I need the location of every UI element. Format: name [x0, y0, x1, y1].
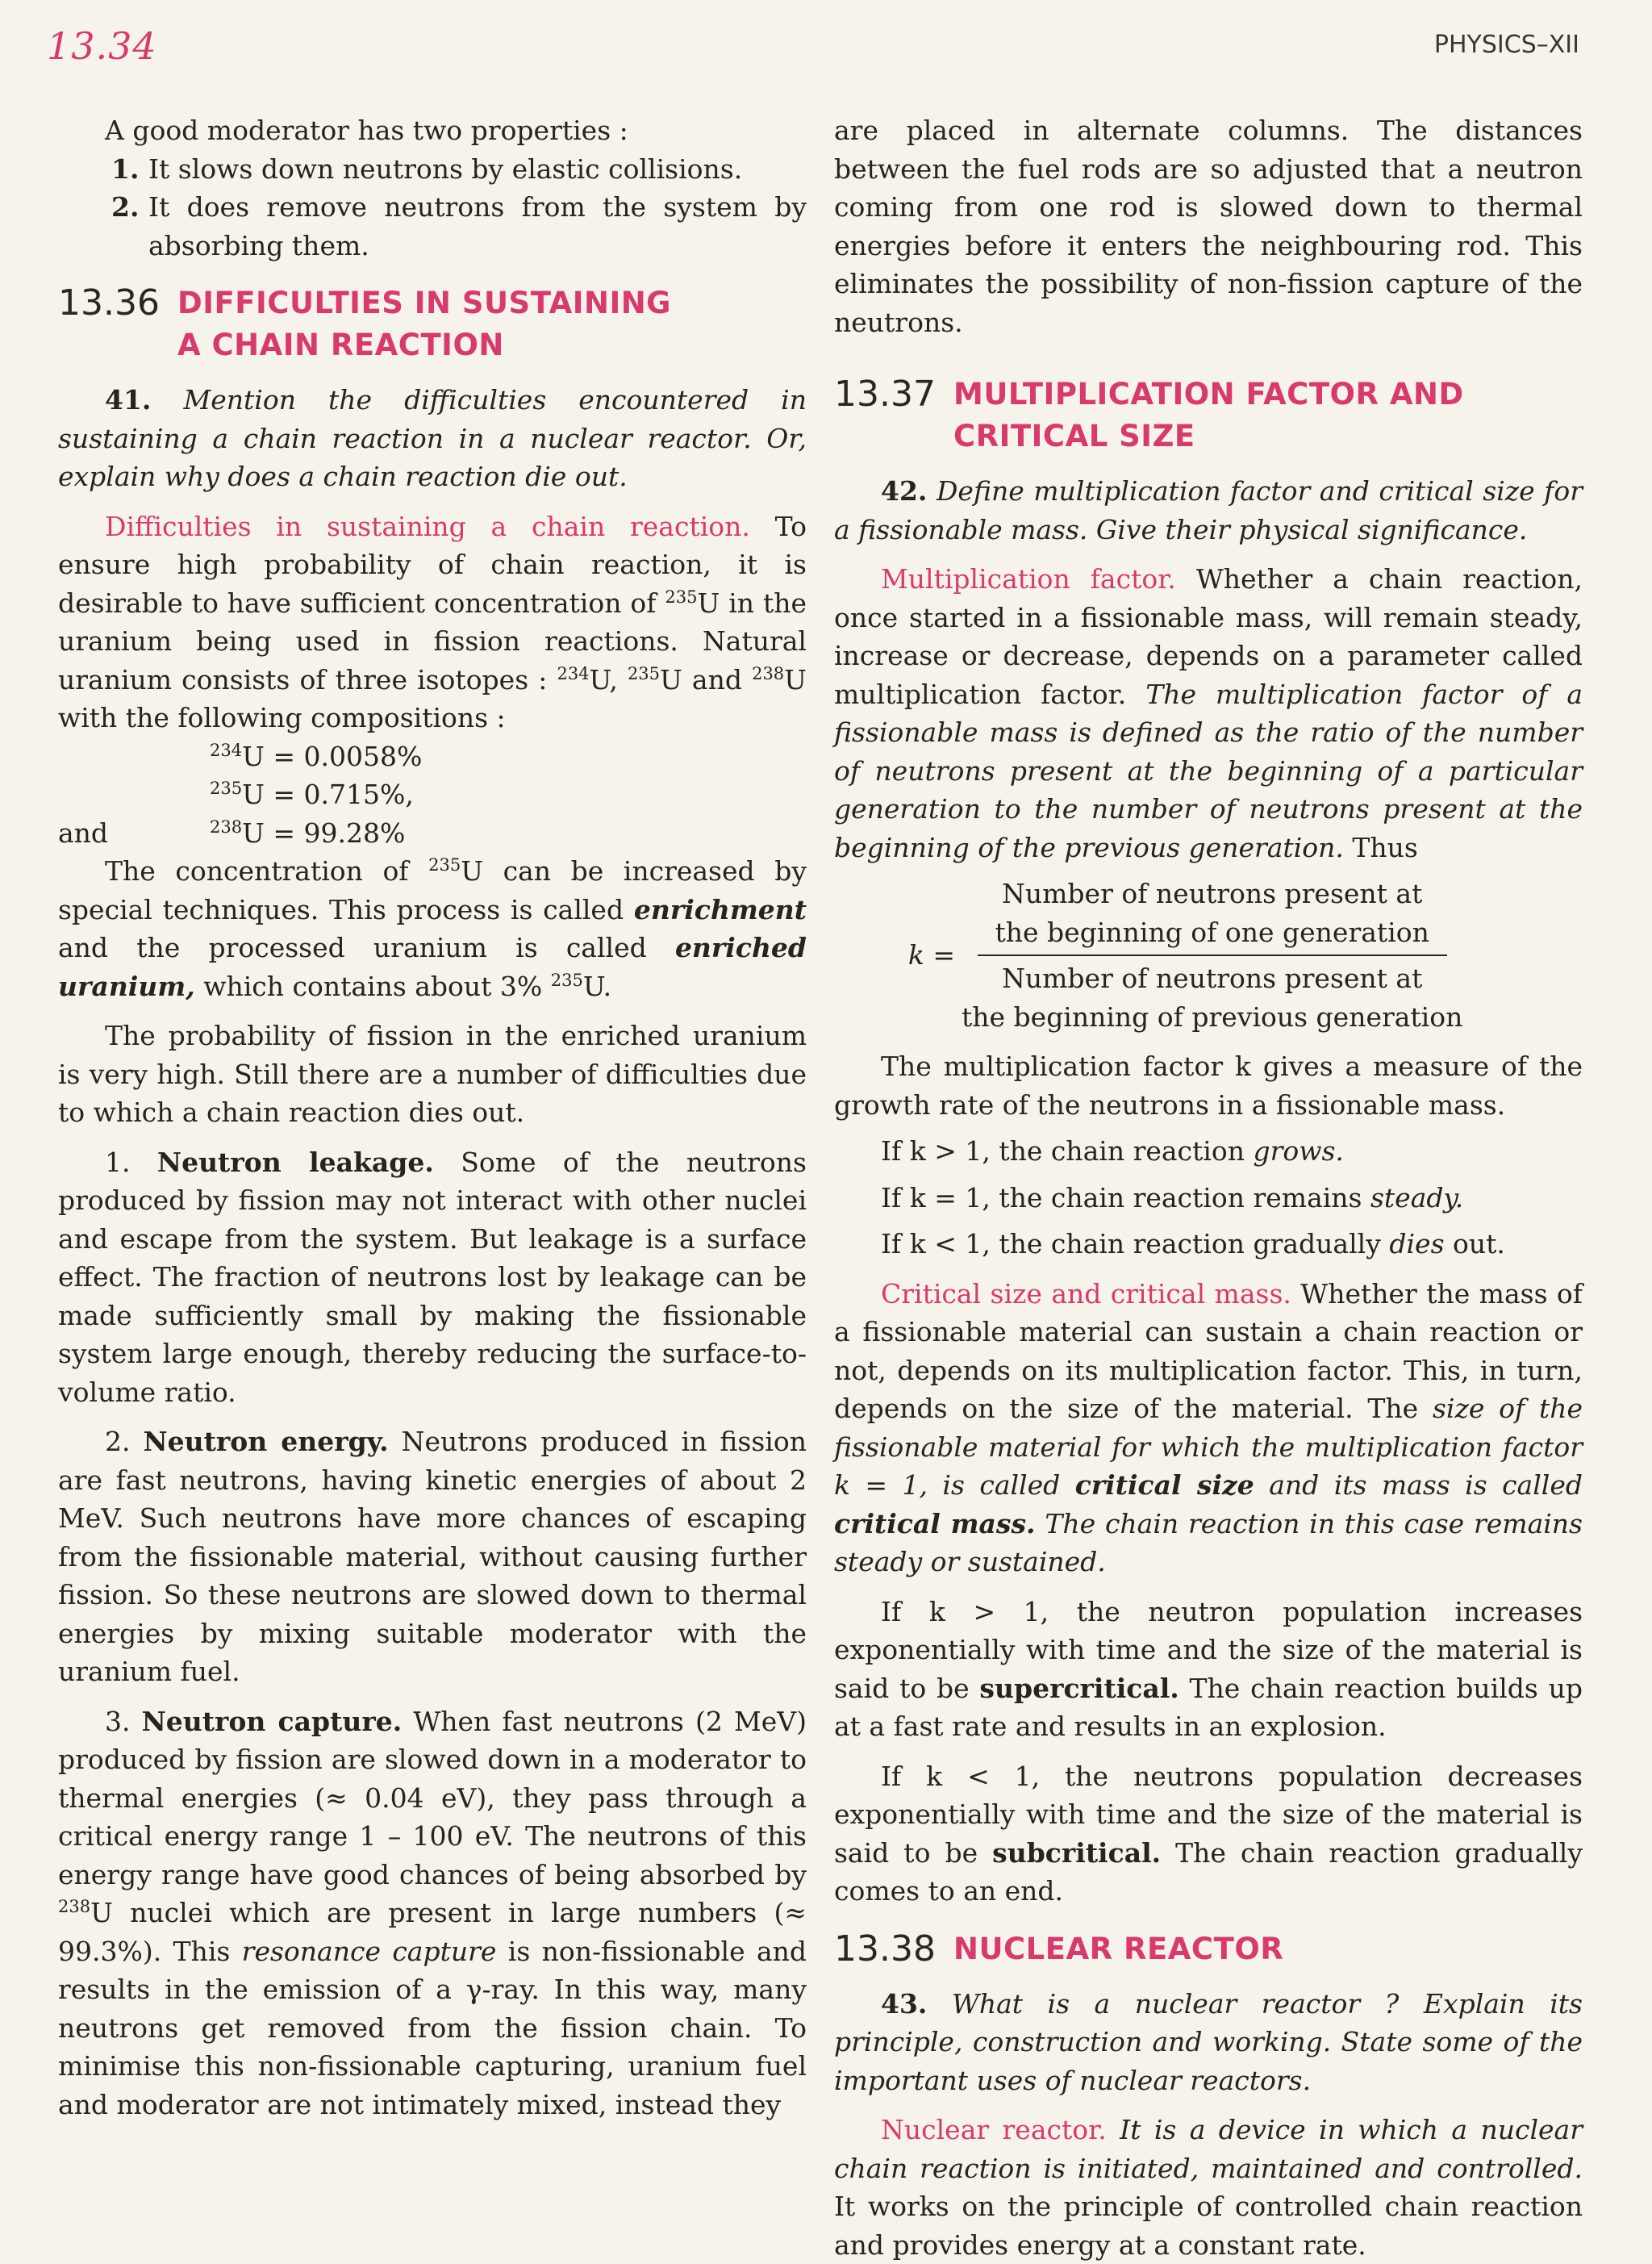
- element-symbol: U: [660, 663, 682, 695]
- paragraph-lead: Nuclear reactor.: [881, 2114, 1107, 2145]
- section-heading-13-38: [834, 1928, 1583, 1970]
- element-symbol: U: [784, 663, 807, 695]
- mass-number: 238: [752, 663, 785, 683]
- running-head: PHYSICS–XII: [1433, 31, 1579, 59]
- body-text: The chain reaction builds up at a fast rate and results in an explosion.: [834, 1672, 1583, 1742]
- element-symbol: U: [589, 663, 610, 695]
- numerator-line: the beginning of one generation: [995, 916, 1429, 948]
- page-number: 13.34: [47, 24, 157, 68]
- body-text: The chain reaction gradually comes to an end.: [834, 1836, 1583, 1907]
- growth-paragraph: The multiplication factor k gives a measure of the growth rate of the neutrons in a fissionable mass.: [834, 1051, 1583, 1121]
- composition-label: [58, 775, 210, 814]
- question-42: [834, 472, 1583, 549]
- section-title: [177, 282, 671, 366]
- condition-line: [834, 1225, 1583, 1264]
- item-title: Neutron capture.: [141, 1705, 403, 1737]
- probability-paragraph: The probability of fission in the enriched uranium is very high. Still there are a number of difficulties due to which a chain reaction dies out.: [58, 1020, 807, 1128]
- key-term: critical size: [1074, 1469, 1254, 1501]
- condition-tail: out.: [1453, 1228, 1505, 1259]
- section-title-line: A CHAIN REACTION: [177, 328, 504, 362]
- list-number: 2.: [111, 191, 140, 223]
- composition-text: U = 99.28%: [242, 817, 406, 849]
- list-text: It does remove neutrons from the system by absorbing them.: [148, 191, 807, 261]
- formula-lhs: k =: [907, 939, 955, 971]
- composition-row: [58, 737, 807, 776]
- section-title-line: MULTIPLICATION FACTOR AND: [953, 377, 1464, 411]
- list-text: It slows down neutrons by elastic collisions.: [148, 152, 743, 185]
- key-term: enriched uranium,: [58, 932, 807, 1002]
- body-text: To ensure high probability of chain reaction, it is desirable to have sufficient concentration of: [58, 510, 807, 619]
- subcritical-paragraph: [834, 1757, 1583, 1911]
- element-symbol: U: [461, 855, 484, 887]
- composition-value: [210, 814, 807, 853]
- capture-paragraph: [58, 1702, 807, 2124]
- body-text: in the uranium being used in fission reactions. Natural uranium consists of three isotopes :: [58, 587, 807, 695]
- composition-label: and: [58, 817, 109, 849]
- mass-number: 235: [210, 779, 243, 798]
- denominator-line: Number of neutrons present at: [1002, 963, 1423, 994]
- body-text: It works on the principle of controlled chain reaction and provides energy at a constant rate.: [834, 2191, 1583, 2261]
- left-column: [58, 111, 807, 2124]
- mass-number: 235: [550, 970, 583, 990]
- section-number: 13.37: [834, 374, 936, 415]
- key-term: resonance capture: [241, 1935, 497, 1967]
- mass-number: 235: [665, 587, 698, 607]
- moderator-item: [58, 150, 807, 189]
- body-text: which contains about 3%: [203, 970, 543, 1002]
- section-title-line: DIFFICULTIES IN SUSTAINING: [177, 286, 672, 320]
- section-number: 13.38: [834, 1928, 936, 1970]
- condition-state: grows.: [1253, 1135, 1344, 1167]
- paragraph-lead: Difficulties in sustaining a chain reaction.: [105, 510, 750, 542]
- question-number: 43.: [881, 1987, 928, 2020]
- paragraph-lead: Multiplication factor.: [881, 563, 1176, 595]
- definition-text: It is a device in which a nuclear chain reaction is initiated, maintained and controlled.: [834, 2114, 1583, 2184]
- key-term: subcritical.: [992, 1836, 1162, 1869]
- question-text: Mention the difficulties encountered in sustaining a chain reaction in a nuclear reactor. Or, explain why does a chain reaction die out.: [58, 384, 807, 492]
- definition-text: size of the fissionable material for which the multiplication factor k = 1, is called: [834, 1393, 1583, 1501]
- question-41: [58, 381, 807, 496]
- body-text: nuclei which are present in large numbers (≈ 99.3%). This: [58, 1897, 807, 1967]
- condition-state: dies: [1389, 1228, 1445, 1259]
- item-number: 1.: [105, 1146, 131, 1178]
- body-text: can be increased by special techniques. This process is called: [58, 855, 807, 925]
- element-symbol: U: [697, 587, 720, 619]
- section-title: [953, 374, 1464, 457]
- question-number: 41.: [105, 384, 152, 416]
- mass-number: 234: [557, 663, 590, 683]
- multiplication-paragraph: [834, 560, 1583, 867]
- condition-state: steady.: [1370, 1181, 1464, 1213]
- condition-line: [834, 1179, 1583, 1218]
- composition-text: U = 0.715%,: [242, 779, 414, 810]
- composition-row: [58, 814, 807, 853]
- mass-number: 235: [627, 663, 661, 683]
- body-text: If k > 1, the neutron population increases exponentially with time and the size of the material is said to be: [834, 1595, 1583, 1704]
- definition-text: The multiplication factor of a fissionable mass is defined as the ratio of the number of neutrons present at the beginning of a particular generation to the number of neutrons present at the beginning of the previous generation.: [834, 678, 1583, 863]
- condition-text: If k < 1, the chain reaction gradually: [881, 1228, 1381, 1259]
- enrichment-paragraph: The concentration of $^{235}$U can be increased by special techniques. This process is called enrichment and the processed uranium is called enriched uranium, which contains about 3% $^{235}$U.: [58, 855, 807, 1002]
- item-title: Neutron leakage.: [156, 1146, 434, 1178]
- multiplication-factor-formula: [834, 875, 1583, 1036]
- body-text: Whether a chain reaction, once started in a fissionable mass, will remain steady, increase or decrease, depends on a parameter called multiplication factor.: [834, 563, 1583, 710]
- composition-row: [58, 775, 807, 814]
- body-text: Whether the mass of a fissionable material can sustain a chain reaction or not, depends on its multiplication factor. This, in turn, depends on the size of the material. The: [834, 1277, 1583, 1424]
- continued-paragraph: are placed in alternate columns. The distances between the fuel rods are so adjusted that a neutron coming from one rod is slowed down to thermal energies before it enters the neighbouring rod. This eliminates the possibility of non-fission capture of the neutrons.: [834, 115, 1583, 338]
- denominator-line: the beginning of previous generation: [962, 1000, 1463, 1033]
- section-number: 13.36: [58, 282, 160, 324]
- fraction: [962, 875, 1462, 1036]
- key-term: critical mass.: [834, 1507, 1036, 1539]
- mass-number: 238: [210, 817, 243, 837]
- item-title: Neutron energy.: [143, 1426, 389, 1457]
- moderator-intro: A good moderator has two properties :: [105, 115, 628, 146]
- definition-text: and its mass is called: [1269, 1469, 1583, 1501]
- question-43: [834, 1985, 1583, 2100]
- right-column: [834, 111, 1583, 2264]
- condition-line: [834, 1132, 1583, 1171]
- section-heading-13-37: [834, 374, 1583, 457]
- difficulties-paragraph: Difficulties in sustaining a chain reaction. To ensure high probability of chain reaction, it is desirable to have sufficient concentration of $^{235}$U in the uranium being used in fission reactions. Natural uranium consists of three isotopes : $^{234}$U, $^{235}$U and $^{238}$U with the following compositions :: [58, 510, 807, 733]
- item-number: 3.: [105, 1705, 131, 1737]
- condition-text: If k > 1, the chain reaction: [881, 1135, 1245, 1167]
- body-text: If k < 1, the neutrons population decreases exponentially with time and the size of the material is said to be: [834, 1760, 1583, 1869]
- energy-paragraph: [58, 1422, 807, 1691]
- paragraph-lead: Critical size and critical mass.: [881, 1277, 1291, 1310]
- definition-text: The chain reaction in this case remains steady or sustained.: [834, 1507, 1583, 1577]
- condition-text: If k = 1, the chain reaction remains: [881, 1181, 1362, 1213]
- numerator-line: Number of neutrons present at: [1002, 878, 1423, 909]
- section-title-line: CRITICAL SIZE: [953, 419, 1195, 453]
- body-text: Neutrons produced in fission are fast neutrons, having kinetic energies of about 2 MeV. Such neutrons have more chances of escaping from the fissionable material, without causing further fission. So these neutrons are slowed down to thermal energies by mixing suitable moderator with the uranium fuel.: [58, 1426, 807, 1687]
- element-symbol: U: [582, 970, 603, 1002]
- key-term: supercritical.: [979, 1672, 1179, 1704]
- mass-number: 235: [428, 855, 461, 875]
- composition-value: [210, 775, 807, 814]
- fraction-numerator: [978, 875, 1447, 956]
- fraction-denominator: [962, 956, 1462, 1036]
- composition-text: U = 0.0058%: [242, 740, 423, 772]
- section-heading-13-36: [58, 282, 807, 366]
- body-text: When fast neutrons (2 MeV) produced by fission are slowed down in a moderator to thermal energies (≈ 0.04 eV), they pass through a critical energy range 1 – 100 eV. The neutrons of this energy range have good chances of being absorbed by: [58, 1705, 807, 1890]
- key-term: enrichment: [633, 893, 807, 925]
- supercritical-paragraph: [834, 1593, 1583, 1746]
- body-text: with the following compositions :: [58, 702, 506, 733]
- composition-value: [210, 737, 807, 776]
- mass-number: 234: [210, 740, 243, 760]
- body-text: and the processed uranium is called: [58, 932, 647, 963]
- question-text: Define multiplication factor and critical size for a fissionable mass. Give their physical significance.: [834, 475, 1583, 545]
- body-text: Some of the neutrons produced by fission may not interact with other nuclei and escape from the system. But leakage is a surface effect. The fraction of neutrons lost by leakage can be made sufficiently small by making the fissionable system large enough, thereby reducing the surface-to-volume ratio.: [58, 1146, 807, 1408]
- section-title: NUCLEAR REACTOR: [953, 1931, 1284, 1966]
- body-text: The concentration of: [105, 855, 409, 887]
- question-number: 42.: [881, 475, 928, 507]
- list-number: 1.: [111, 152, 140, 185]
- moderator-item: [58, 188, 807, 265]
- critical-paragraph: [834, 1275, 1583, 1581]
- question-text: What is a nuclear reactor ? Explain its principle, construction and working. State some of the important uses of nuclear reactors.: [834, 1987, 1583, 2096]
- body-text: is non-fissionable and results in the emission of a γ-ray. In this way, many neutrons get removed from the fission chain. To minimise this non-fissionable capturing, uranium fuel and moderator are not intimately mixed, instead they: [58, 1935, 807, 2120]
- mass-number: 238: [58, 1897, 91, 1916]
- composition-label: [58, 737, 210, 776]
- item-number: 2.: [105, 1426, 131, 1457]
- element-symbol: U: [90, 1897, 113, 1928]
- leakage-paragraph: [58, 1143, 807, 1412]
- nuclear-reactor-paragraph: [834, 2111, 1583, 2264]
- body-text: Thus: [1352, 831, 1418, 863]
